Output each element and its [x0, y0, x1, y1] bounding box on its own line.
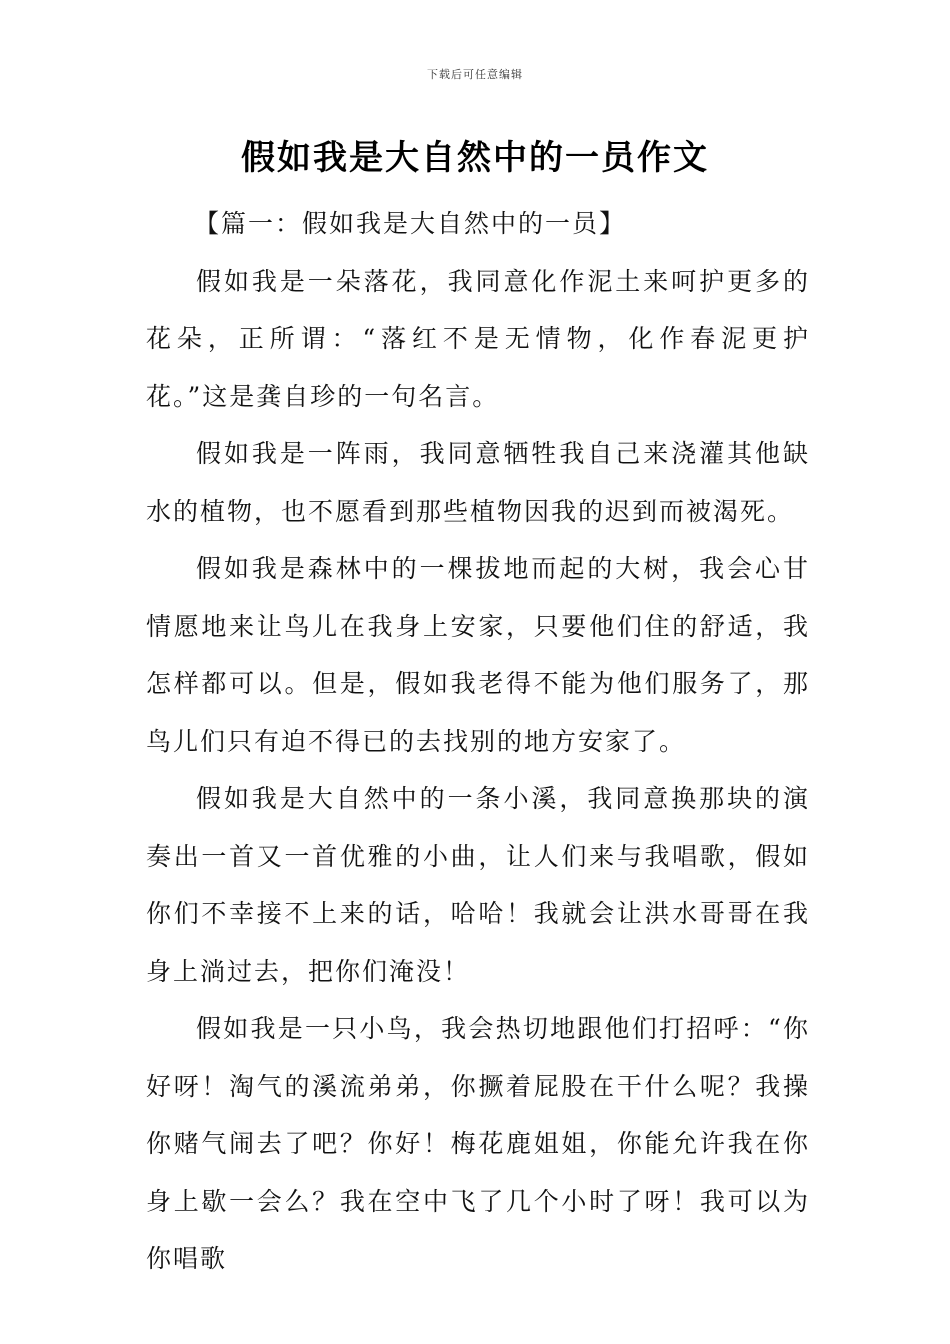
paragraph-1: 假如我是一朵落花，我同意化作泥土来呵护更多的花朵，正所谓：“落红不是无情物，化作春泥更护花。”这是龚自珍的一句名言。	[146, 266, 810, 411]
paragraph-3: 假如我是森林中的一棵拔地而起的大树，我会心甘情愿地来让鸟儿在我身上安家，只要他们住的舒适，我怎样都可以。但是，假如我老得不能为他们服务了，那鸟儿们只有迫不得已的去找别的地方安家了。	[146, 554, 810, 756]
header-note: 下载后可任意编辑	[427, 68, 523, 81]
section-heading: 【篇一：假如我是大自然中的一员】	[194, 209, 627, 238]
document-body	[146, 195, 810, 1288]
paragraph-2: 假如我是一阵雨，我同意牺牲我自己来浇灌其他缺水的植物，也不愿看到那些植物因我的迟到而被渴死。	[146, 439, 810, 526]
document-title: 假如我是大自然中的一员作文	[241, 138, 709, 178]
paragraph-4: 假如我是大自然中的一条小溪，我同意换那块的演奏出一首又一首优雅的小曲，让人们来与我唱歌，假如你们不幸接不上来的话，哈哈！我就会让洪水哥哥在我身上淌过去，把你们淹没！	[146, 784, 810, 986]
paragraph-5: 假如我是一只小鸟，我会热切地跟他们打招呼：“你好呀！淘气的溪流弟弟，你撅着屁股在干什么呢？我操你赌气闹去了吧？你好！梅花鹿姐姐，你能允许我在你身上歇一会么？我在空中飞了几个小时了呀！我可以为你唱歌	[146, 1014, 810, 1273]
